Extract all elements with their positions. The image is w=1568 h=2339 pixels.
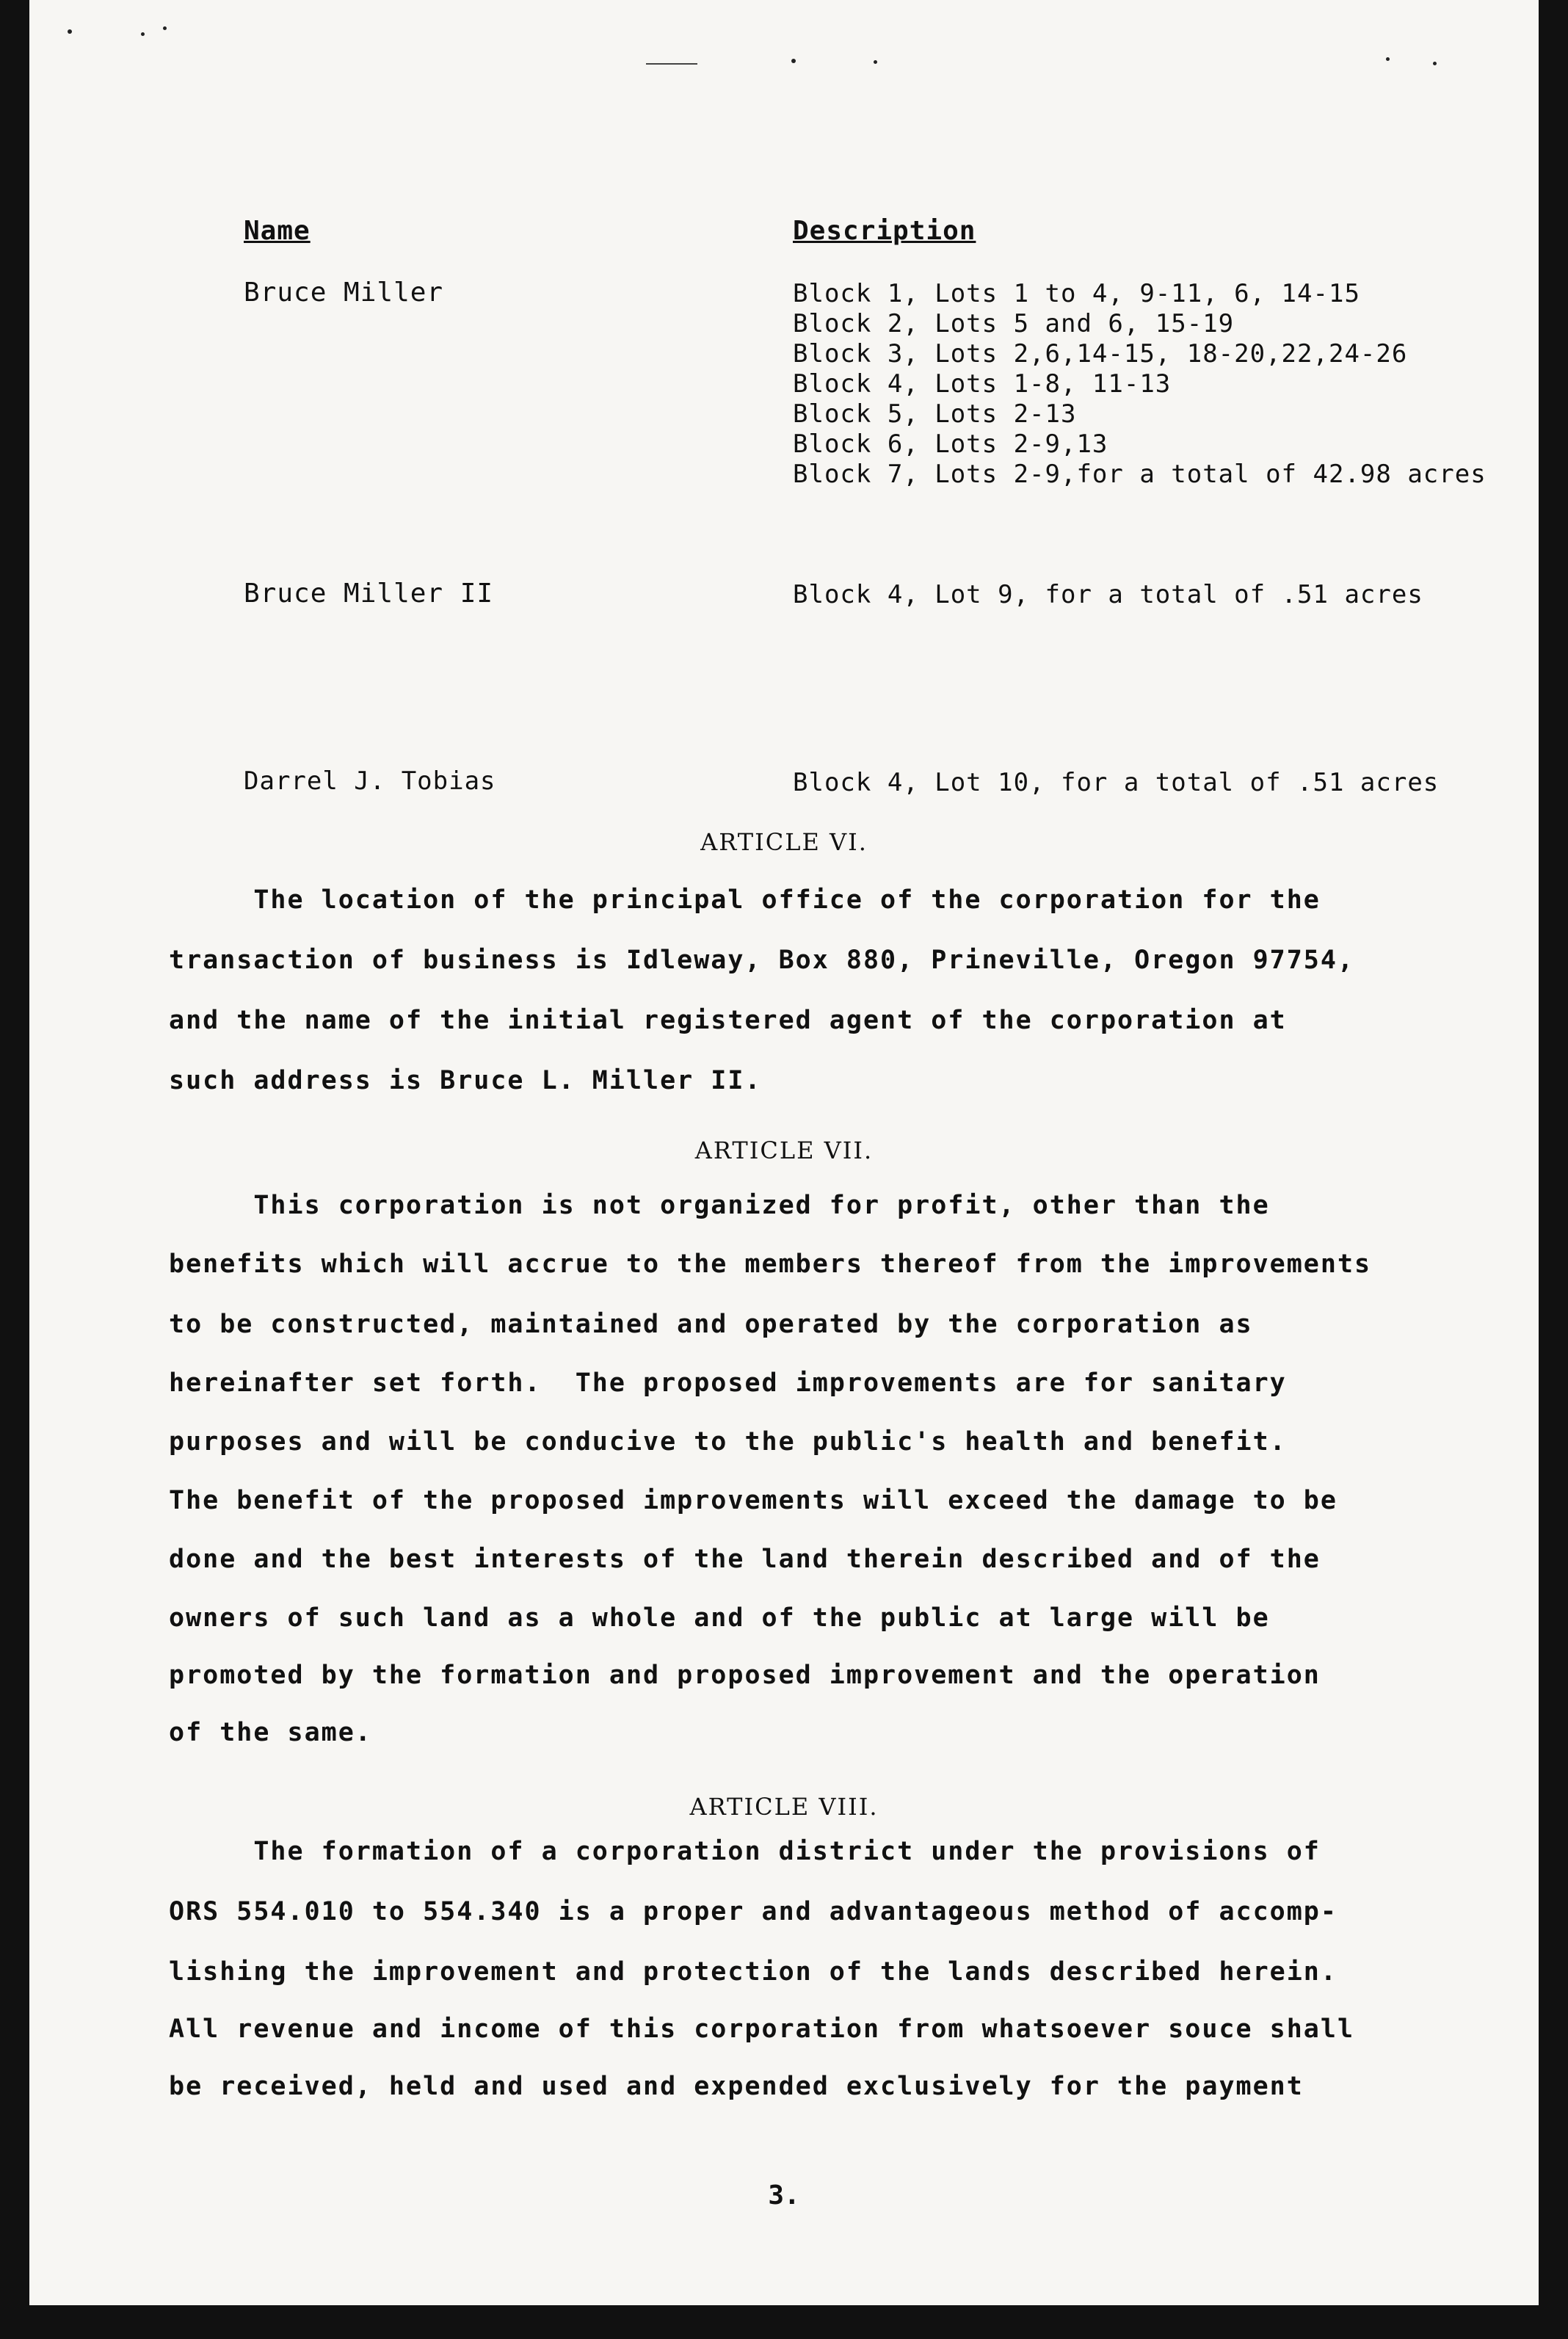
scan-speck: [1433, 62, 1437, 65]
owner-description-line: Block 4, Lot 10, for a total of .51 acres: [793, 768, 1440, 797]
scan-speck: [1386, 57, 1390, 61]
article-text-line: owners of such land as a whole and of the public at large will be: [169, 1603, 1270, 1633]
article-heading: ARTICLE VII.: [694, 1136, 874, 1164]
article-text-line: lishing the improvement and protection of the lands described herein.: [169, 1957, 1337, 1987]
owner-description-line: Block 2, Lots 5 and 6, 15-19: [793, 309, 1235, 338]
scan-dash: [646, 63, 697, 65]
article-heading: ARTICLE VIII.: [689, 1793, 879, 1821]
article-text-line: of the same.: [169, 1718, 372, 1747]
owner-description-line: Block 5, Lots 2-13: [793, 399, 1077, 429]
article-text-line: such address is Bruce L. Miller II.: [169, 1066, 762, 1095]
article-text-line: benefits which will accrue to the members thereof from the improvements: [169, 1250, 1372, 1279]
article-text-line: be received, held and used and expended exclusively for the payment: [169, 2072, 1304, 2101]
article-text-line: transaction of business is Idleway, Box 880, Prineville, Oregon 97754,: [169, 946, 1355, 975]
scan-speck: [68, 29, 72, 34]
article-text-line: This corporation is not organized for profit, other than the: [169, 1191, 1270, 1220]
article-text-line: ORS 554.010 to 554.340 is a proper and advantageous method of accomp-: [169, 1897, 1337, 1926]
article-text-line: purposes and will be conducive to the public's health and benefit.: [169, 1427, 1287, 1457]
article-text-line: done and the best interests of the land therein described and of the: [169, 1545, 1321, 1574]
article-text-line: hereinafter set forth. The proposed improvements are for sanitary: [169, 1368, 1287, 1398]
owner-description-line: Block 4, Lot 9, for a total of .51 acres: [793, 580, 1423, 609]
owner-description-line: Block 1, Lots 1 to 4, 9-11, 6, 14-15: [793, 279, 1360, 308]
owner-name: Darrel J. Tobias: [244, 766, 496, 796]
article-text-line: promoted by the formation and proposed improvement and the operation: [169, 1661, 1321, 1690]
article-text-line: The location of the principal office of the corporation for the: [169, 885, 1321, 915]
scan-speck: [163, 26, 167, 30]
document-page: [29, 0, 1539, 2305]
scan-speck: [874, 60, 877, 64]
owner-description-line: Block 7, Lots 2-9,for a total of 42.98 acres: [793, 460, 1487, 489]
owner-name: Bruce Miller II: [244, 579, 494, 609]
page-number: 3.: [768, 2180, 800, 2211]
article-text-line: The formation of a corporation district under the provisions of: [169, 1837, 1321, 1866]
owner-description-line: Block 3, Lots 2,6,14-15, 18-20,22,24-26: [793, 339, 1408, 369]
article-text-line: and the name of the initial registered agent of the corporation at: [169, 1006, 1287, 1035]
description-column-header: Description: [793, 216, 976, 246]
owner-description-line: Block 4, Lots 1-8, 11-13: [793, 369, 1172, 399]
owner-name: Bruce Miller: [244, 278, 444, 308]
article-text-line: All revenue and income of this corporation from whatsoever souce shall: [169, 2015, 1355, 2044]
scan-speck: [791, 59, 796, 63]
article-text-line: to be constructed, maintained and operated by the corporation as: [169, 1310, 1253, 1339]
owner-description-line: Block 6, Lots 2-9,13: [793, 429, 1108, 459]
name-column-header: Name: [244, 216, 311, 246]
article-text-line: The benefit of the proposed improvements will exceed the damage to be: [169, 1486, 1337, 1515]
scan-speck: [141, 32, 145, 36]
article-heading: ARTICLE VI.: [700, 828, 868, 856]
